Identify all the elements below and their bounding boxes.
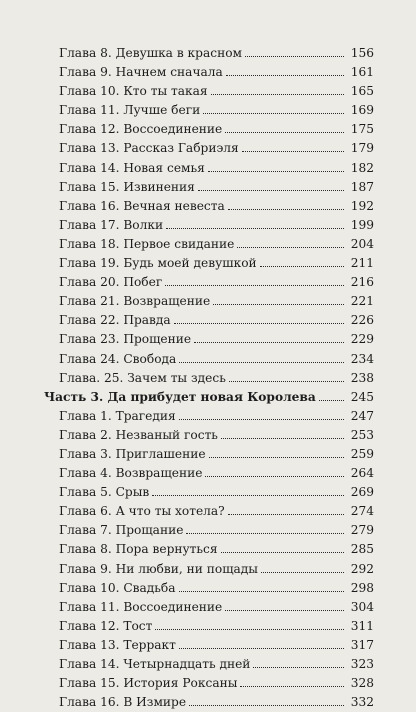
- toc-entry-title: Глава 12. Тост: [59, 618, 153, 633]
- dot-leader: [174, 323, 344, 324]
- toc-entry: [44, 254, 374, 273]
- toc-entry-page-number: 221: [350, 294, 374, 309]
- toc-entry-title: Глава 3. Приглашение: [59, 446, 206, 461]
- toc-entry-page-number: 328: [350, 676, 374, 691]
- dot-leader: [213, 304, 344, 305]
- dot-leader: [211, 94, 344, 95]
- toc-entry-page-number: 226: [350, 313, 374, 328]
- toc-entry-title: Глава 6. А что ты хотела?: [59, 504, 225, 519]
- toc-entry-page-number: 298: [350, 580, 374, 595]
- toc-entry-page-number: 211: [350, 256, 374, 271]
- dot-leader: [228, 209, 344, 210]
- toc-entry-page-number: 182: [350, 160, 374, 175]
- toc-entry: [44, 350, 374, 369]
- toc-entry: [44, 674, 374, 693]
- toc-entry-page-number: 216: [350, 275, 374, 290]
- dot-leader: [221, 438, 344, 439]
- toc-entry-page-number: 238: [350, 370, 374, 385]
- toc-entry: [44, 540, 374, 559]
- dot-leader: [261, 572, 344, 573]
- dot-leader: [205, 476, 344, 477]
- dot-leader: [179, 419, 344, 420]
- toc-entry-title: Глава 18. Первое свидание: [59, 236, 235, 251]
- toc-entry-page-number: 259: [350, 446, 374, 461]
- toc-entry-title: Глава 16. В Измире: [59, 695, 187, 710]
- dot-leader: [242, 151, 344, 152]
- toc-entry: [44, 159, 374, 178]
- toc-entry-title: Глава 11. Воссоединение: [59, 599, 223, 614]
- dot-leader: [208, 171, 344, 172]
- dot-leader: [179, 591, 344, 592]
- toc-entry-title: Глава 9. Начнем сначала: [59, 65, 223, 80]
- toc-entry: [44, 292, 374, 311]
- toc-entry-title: Глава 11. Лучше беги: [59, 103, 201, 118]
- toc-entry: [44, 120, 374, 139]
- toc-entry: [44, 598, 374, 617]
- dot-leader: [240, 686, 344, 687]
- toc-entry-page-number: 253: [350, 427, 374, 442]
- toc-entry: [44, 693, 374, 712]
- toc-entry-page-number: 245: [350, 389, 374, 404]
- toc-entry: [44, 636, 374, 655]
- toc-entry-title: Глава 7. Прощание: [59, 523, 184, 538]
- dot-leader: [209, 457, 344, 458]
- toc-entry: [44, 579, 374, 598]
- toc-entry-title: Глава 23. Прощение: [59, 332, 192, 347]
- toc-entry: [44, 101, 374, 120]
- toc-entry: [44, 655, 374, 674]
- toc-entry: [44, 273, 374, 292]
- toc-entry: [44, 445, 374, 464]
- toc-entry: [44, 560, 374, 579]
- toc-entry-page-number: 199: [350, 217, 374, 232]
- toc-entry-title: Глава 10. Свадьба: [59, 580, 176, 595]
- toc-entry-page-number: 264: [350, 466, 374, 481]
- toc-entry: [44, 464, 374, 483]
- toc-entry-page-number: 169: [350, 103, 374, 118]
- toc-entry-page-number: 317: [350, 637, 374, 652]
- toc-entry-title: Глава 22. Правда: [59, 313, 171, 328]
- toc-entry-page-number: 269: [350, 485, 374, 500]
- toc-entry-page-number: 165: [350, 84, 374, 99]
- dot-leader: [237, 247, 344, 248]
- toc-entry-page-number: 247: [350, 408, 374, 423]
- toc-entry-title: Глава 15. История Роксаны: [59, 676, 238, 691]
- toc-entry-page-number: 187: [350, 179, 374, 194]
- toc-entry-title: Часть 3. Да прибудет новая Королева: [44, 389, 316, 404]
- toc-entry-page-number: 229: [350, 332, 374, 347]
- dot-leader: [179, 648, 344, 649]
- toc-entry-title: Глава 20. Побег: [59, 275, 163, 290]
- dot-leader: [194, 342, 344, 343]
- toc-entry-title: Глава. 25. Зачем ты здесь: [59, 370, 226, 385]
- dot-leader: [319, 400, 344, 401]
- toc-entry: [44, 139, 374, 158]
- dot-leader: [225, 610, 344, 611]
- toc-entry: [44, 483, 374, 502]
- dot-leader: [245, 56, 344, 57]
- toc-entry-title: Глава 14. Четырнадцать дней: [59, 657, 251, 671]
- dot-leader: [166, 228, 344, 229]
- toc-entry: [44, 63, 374, 82]
- table-of-contents: [44, 44, 374, 712]
- toc-entry-title: Глава 12. Воссоединение: [59, 122, 223, 137]
- toc-entry: [44, 407, 374, 426]
- toc-entry-title: Глава 5. Срыв: [59, 485, 150, 500]
- dot-leader: [165, 285, 344, 286]
- toc-entry-title: Глава 8. Пора вернуться: [59, 542, 218, 557]
- toc-entry-title: Глава 10. Кто ты такая: [59, 84, 208, 99]
- dot-leader: [189, 705, 344, 706]
- dot-leader: [228, 514, 344, 515]
- dot-leader: [226, 75, 344, 76]
- dot-leader: [179, 362, 344, 363]
- toc-entry: [44, 197, 374, 216]
- toc-entry: [44, 369, 374, 388]
- dot-leader: [198, 190, 344, 191]
- dot-leader: [229, 381, 344, 382]
- toc-entry-page-number: 304: [350, 599, 374, 614]
- toc-entry: [44, 44, 374, 63]
- dot-leader: [253, 667, 344, 668]
- toc-entry-page-number: 279: [350, 523, 374, 538]
- toc-entry-page-number: 192: [350, 198, 374, 213]
- toc-entry: [44, 426, 374, 445]
- toc-entry: [44, 521, 374, 540]
- toc-entry-title: Глава 2. Незваный гость: [59, 427, 218, 442]
- toc-part-heading: [44, 388, 374, 407]
- toc-entry-title: Глава 19. Будь моей девушкой: [59, 256, 257, 271]
- toc-entry-page-number: 311: [350, 618, 374, 633]
- toc-entry-title: Глава 13. Терракт: [59, 637, 176, 652]
- toc-entry-title: Глава 21. Возвращение: [59, 294, 211, 309]
- toc-entry: [44, 502, 374, 521]
- toc-entry-page-number: 323: [350, 657, 374, 671]
- dot-leader: [203, 113, 344, 114]
- dot-leader: [225, 132, 344, 133]
- dot-leader: [221, 552, 344, 553]
- toc-entry: [44, 330, 374, 349]
- toc-entry: [44, 311, 374, 330]
- dot-leader: [155, 629, 344, 630]
- toc-entry-page-number: 204: [350, 236, 374, 251]
- toc-entry: [44, 178, 374, 197]
- toc-entry: [44, 617, 374, 636]
- toc-entry-title: Глава 9. Ни любви, ни пощады: [59, 561, 259, 576]
- toc-entry-page-number: 234: [350, 351, 374, 366]
- toc-entry-title: Глава 4. Возвращение: [59, 466, 203, 481]
- dot-leader: [186, 533, 344, 534]
- toc-entry-page-number: 161: [350, 65, 374, 80]
- toc-entry-page-number: 292: [350, 561, 374, 576]
- dot-leader: [260, 266, 344, 267]
- toc-entry-page-number: 332: [350, 695, 374, 710]
- toc-entry-page-number: 285: [350, 542, 374, 557]
- toc-entry-title: Глава 1. Трагедия: [59, 408, 176, 423]
- toc-entry-title: Глава 16. Вечная невеста: [59, 198, 225, 213]
- toc-entry-page-number: 274: [350, 504, 374, 519]
- toc-entry-page-number: 179: [350, 141, 374, 156]
- toc-entry-title: Глава 17. Волки: [59, 217, 164, 232]
- toc-entry-page-number: 156: [350, 46, 374, 60]
- dot-leader: [152, 495, 344, 496]
- toc-entry: [44, 235, 374, 254]
- toc-entry: [44, 216, 374, 235]
- toc-entry-page-number: 175: [350, 122, 374, 137]
- toc-entry-title: Глава 15. Извинения: [59, 179, 195, 194]
- toc-entry-title: Глава 13. Рассказ Габриэля: [59, 141, 239, 156]
- toc-entry-title: Глава 14. Новая семья: [59, 160, 205, 175]
- toc-entry: [44, 82, 374, 101]
- toc-entry-title: Глава 24. Свобода: [59, 351, 177, 366]
- toc-entry-title: Глава 8. Девушка в красном: [59, 46, 243, 60]
